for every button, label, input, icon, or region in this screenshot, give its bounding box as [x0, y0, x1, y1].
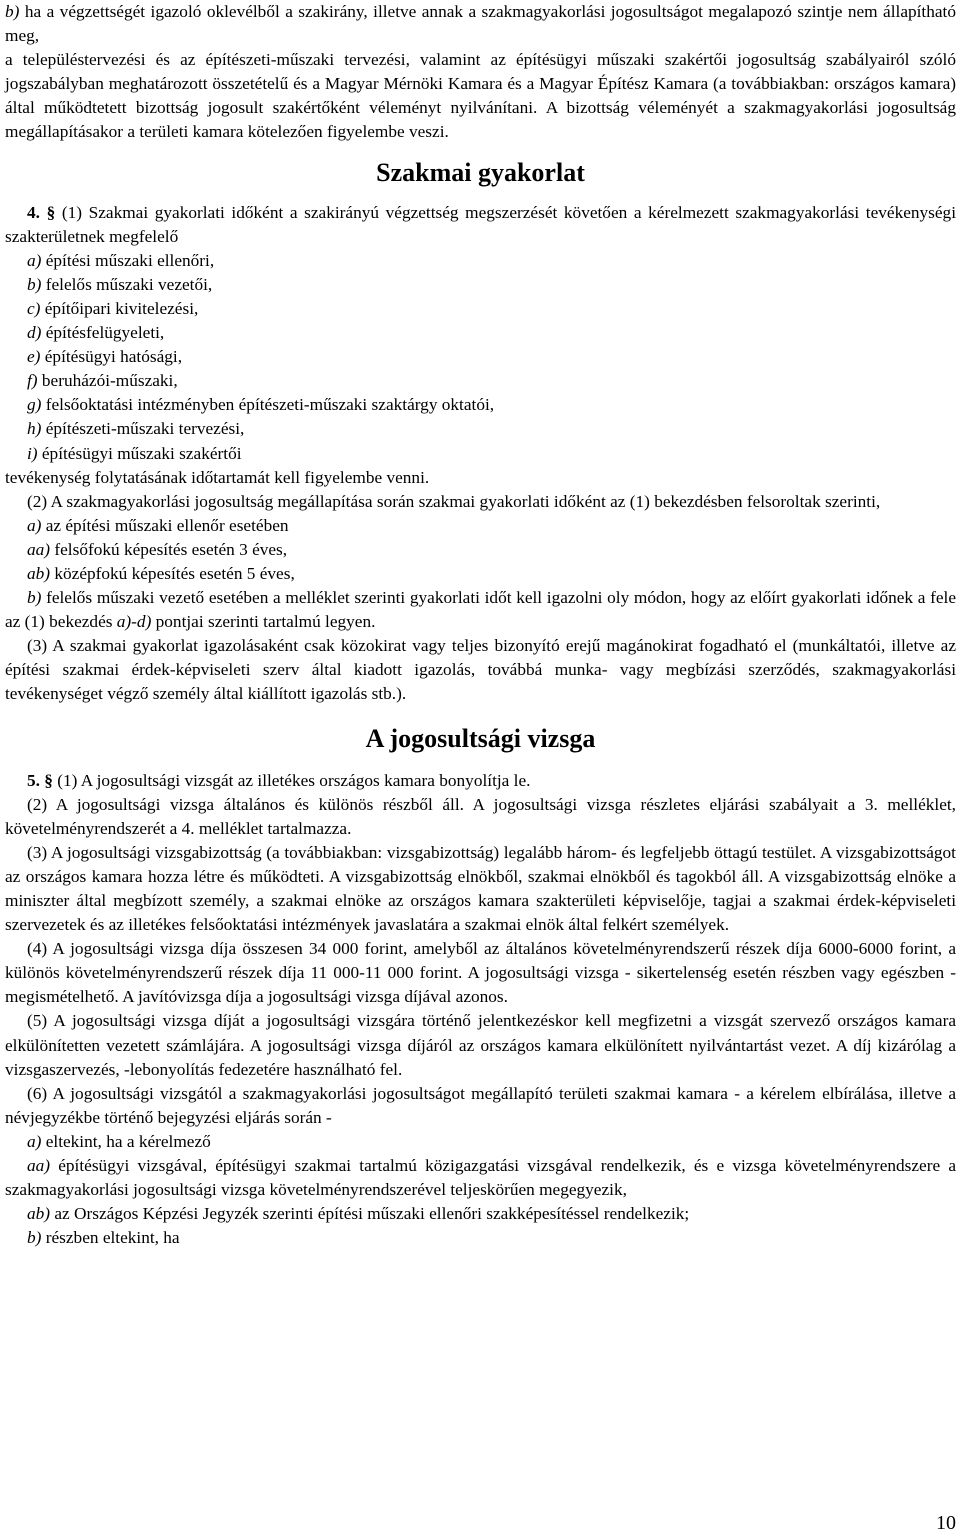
section-number: §	[44, 770, 53, 790]
paragraph: (3) A jogosultsági vizsgabizottság (a továbbiakban: vizsgabizottság) legalább három- és legfeljebb öttagú testület. A vizsgabizottságot az országos kamara hozza létre és működteti. A vizsgabizottság elnökből, szakmai elnökből és tagokból áll. A vizsgabizottság elnöke a miniszter által megbízott személy, a szakmai elnöke az országos kamara szakterületi képviselője, tagjai a szakmai érdek-képviseleti szervezetek és az illetékes felsőoktatási intézmények javaslatára a szakmai elnök által felkért személyek.	[5, 842, 956, 935]
paragraph: (3) A szakmai gyakorlat igazolásaként csak közokirat vagy teljes bizonyító erejű magánokirat fogadható el (munkáltatói, illetve az építési szakmai érdek-képviseleti szerv által kiadott igazolás, továbbá munka- vagy megbízási szerződés, szakmagyakorlási tevékenységet végző személy által kiállított igazolás stb.).	[5, 636, 956, 704]
list-item: ab) az Országos Képzési Jegyzék szerinti építési műszaki ellenőri szakképesítéssel rendelkezik;	[27, 1204, 690, 1224]
item-marker: a)	[27, 515, 42, 535]
paragraph: a településtervezési és az építészeti-műszaki tervezési, valamint az építésügyi műszaki szakértői jogosultság szabályairól szóló jogszabályban meghatározott összetételű és a Magyar Mérnöki Kamara és a Magyar Építész Kamara (a továbbiakban: országos kamara) által működtetett bizottság jogosult szakértőként véleményt nyilvánítani. A bizottság véleményét a szakmagyakorlási jogosultság megállapításakor a területi kamara kötelezően figyelembe veszi.	[5, 50, 956, 142]
item-marker: i)	[27, 443, 38, 463]
list-item: g) felsőoktatási intézményben építészeti-műszaki szaktárgy oktatói,	[27, 395, 495, 415]
item-marker: b)	[27, 1228, 42, 1248]
item-marker: ab)	[27, 1204, 51, 1224]
list-item: c) építőipari kivitelezési,	[27, 298, 199, 318]
paragraph: (2) A szakmagyakorlási jogosultság megállapítása során szakmai gyakorlati időként az (1) bekezdésben felsoroltak szerinti,	[27, 491, 881, 511]
paragraph: tevékenység folytatásának időtartamát kell figyelembe venni.	[5, 467, 430, 487]
paragraph: (4) A jogosultsági vizsga díja összesen 34 000 forint, amelyből az általános követelményrendszerű részek díja 6000-6000 forint, a különös követelményrendszerű részek díja 11 000-11 000 forint. A jogosultsági vizsga - sikertelenség esetén részben vagy egészben - megismételhető. A javítóvizsga díja a jogosultsági vizsga díjával azonos.	[5, 939, 956, 1007]
document-page	[5, 0, 956, 1250]
list-item: h) építészeti-műszaki tervezési,	[27, 419, 245, 439]
section-number: 4.	[27, 202, 40, 222]
list-item: a) eltekint, ha a kérelmező	[27, 1131, 211, 1151]
item-marker: b)	[27, 274, 42, 294]
paragraph: (2) A jogosultsági vizsga általános és különös részből áll. A jogosultsági vizsga részletes eljárási szabályait a 3. melléklet, követelményrendszerét a 4. melléklet tartalmazza.	[5, 794, 956, 838]
item-marker: a)	[27, 1131, 42, 1151]
item-marker: e)	[27, 347, 41, 367]
list-item: aa) építésügyi vizsgával, építésügyi szakmai tartalmú közigazgatási vizsgával rendelkezik, és e vizsga követelményrendszere a szakmagyakorlási jogosultsági vizsga követelményrendszerével teljeskörűen megegyezik,	[5, 1156, 956, 1200]
item-marker: a)	[27, 250, 42, 270]
paragraph: (5) A jogosultsági vizsga díját a jogosultsági vizsgára történő jelentkezéskor kell megfizetni a vizsgát szervező országos kamara elkülönítetten vezetett számlájára. A jogosultsági vizsga díjáról az országos kamara elkülönített nyilvántartást vezet. A díj kizárólag a vizsgaszervezés, -lebonyolítás fedezetére használható fel.	[5, 1011, 956, 1079]
list-item: aa) felsőfokú képesítés esetén 3 éves,	[27, 539, 288, 559]
item-marker: f)	[27, 371, 38, 391]
section-heading: A jogosultsági vizsga	[365, 723, 596, 753]
list-item: ab) középfokú képesítés esetén 5 éves,	[27, 563, 295, 583]
list-item: a) építési műszaki ellenőri,	[27, 250, 215, 270]
page-number: 10	[936, 1512, 956, 1534]
paragraph: 4. § (1) Szakmai gyakorlati időként a szakirányú végzettség megszerzését követően a kérelmezett szakmagyakorlási tevékenységi szakterületnek megfelelő	[5, 202, 956, 246]
list-item: b) felelős műszaki vezetői,	[27, 274, 213, 294]
item-marker: aa)	[27, 1156, 51, 1176]
item-marker: d)	[27, 323, 42, 343]
list-item: e) építésügyi hatósági,	[27, 347, 183, 367]
paragraph: 5. § (1) A jogosultsági vizsgát az illetékes országos kamara bonyolítja le.	[27, 770, 531, 790]
list-item: b) részben eltekint, ha	[27, 1228, 180, 1248]
section-number: 5.	[27, 770, 40, 790]
item-marker: a)-d)	[116, 612, 152, 632]
section-number: §	[46, 202, 56, 222]
paragraph: (6) A jogosultsági vizsgától a szakmagyakorlási jogosultságot megállapító területi szakmai kamara - a kérelem elbírálása, illetve a névjegyzékbe történő bejegyzési eljárás során -	[5, 1083, 956, 1127]
item-marker: b)	[5, 2, 20, 21]
list-item: a) az építési műszaki ellenőr esetében	[27, 515, 289, 535]
paragraph: b) ha a végzettségét igazoló oklevélből a szakirány, illetve annak a szakmagyakorlási jogosultságot megalapozó szintje nem állapítható meg,	[5, 2, 956, 46]
section-heading: Szakmai gyakorlat	[376, 157, 585, 187]
list-item: f) beruházói-műszaki,	[27, 371, 178, 391]
item-marker: g)	[27, 395, 42, 415]
list-item: d) építésfelügyeleti,	[27, 323, 165, 343]
item-marker: b)	[27, 588, 42, 608]
item-marker: h)	[27, 419, 42, 439]
item-marker: aa)	[27, 539, 51, 559]
item-marker: c)	[27, 298, 41, 318]
paragraph: b) felelős műszaki vezető esetében a melléklet szerinti gyakorlati időt kell igazolni oly módon, hogy az előírt gyakorlati időnek a fele az (1) bekezdés a)-d) pontjai szerinti tartalmú legyen.	[5, 588, 956, 632]
list-item: i) építésügyi műszaki szakértői	[27, 443, 242, 463]
item-marker: ab)	[27, 563, 51, 583]
